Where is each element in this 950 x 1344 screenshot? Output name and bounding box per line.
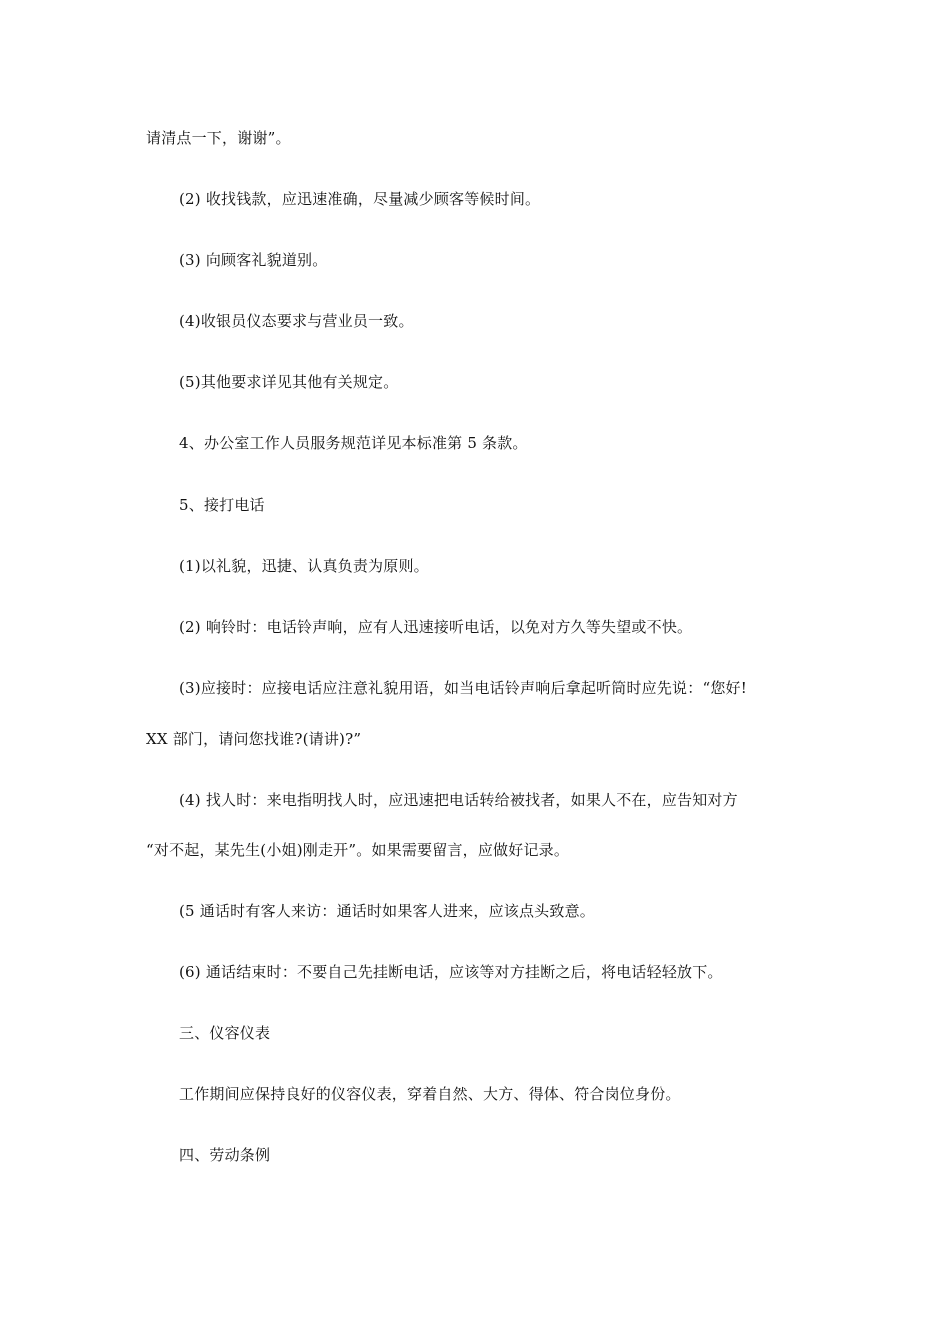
text-line: (6) 通话结束时：不要自己先挂断电话，应该等对方挂断之后，将电话轻轻放下。 xyxy=(179,963,723,981)
section-heading: 5、接打电话 xyxy=(179,496,265,514)
section-heading: 四、劳动条例 xyxy=(179,1146,271,1164)
text-line: (3)应接时：应接电话应注意礼貌用语，如当电话铃声响后拿起听筒时应先说：“您好! xyxy=(179,679,747,697)
text-line: 请清点一下，谢谢”。 xyxy=(146,129,291,147)
text-line: “对不起，某先生(小姐)刚走开”。如果需要留言，应做好记录。 xyxy=(146,841,570,859)
text-line: (4)收银员仪态要求与营业员一致。 xyxy=(179,312,414,330)
section-heading: 三、仪容仪表 xyxy=(179,1024,271,1042)
text-line: (2) 响铃时：电话铃声响，应有人迅速接听电话，以免对方久等失望或不快。 xyxy=(179,618,693,636)
text-line: (1)以礼貌，迅捷、认真负责为原则。 xyxy=(179,557,429,575)
text-line: (4) 找人时：来电指明找人时，应迅速把电话转给被找者，如果人不在，应告知对方 xyxy=(179,791,738,809)
text-line: 4、办公室工作人员服务规范详见本标准第 5 条款。 xyxy=(179,434,528,452)
text-line: 工作期间应保持良好的仪容仪表，穿着自然、大方、得体、符合岗位身份。 xyxy=(179,1085,681,1103)
text-line: (2) 收找钱款，应迅速准确，尽量减少顾客等候时间。 xyxy=(179,190,541,208)
text-line: (5 通话时有客人来访：通话时如果客人进来，应该点头致意。 xyxy=(179,902,595,920)
text-line: (5)其他要求详见其他有关规定。 xyxy=(179,373,399,391)
text-line: (3) 向顾客礼貌道别。 xyxy=(179,251,328,269)
text-line: XX 部门，请问您找谁?(请讲)?” xyxy=(146,730,362,748)
